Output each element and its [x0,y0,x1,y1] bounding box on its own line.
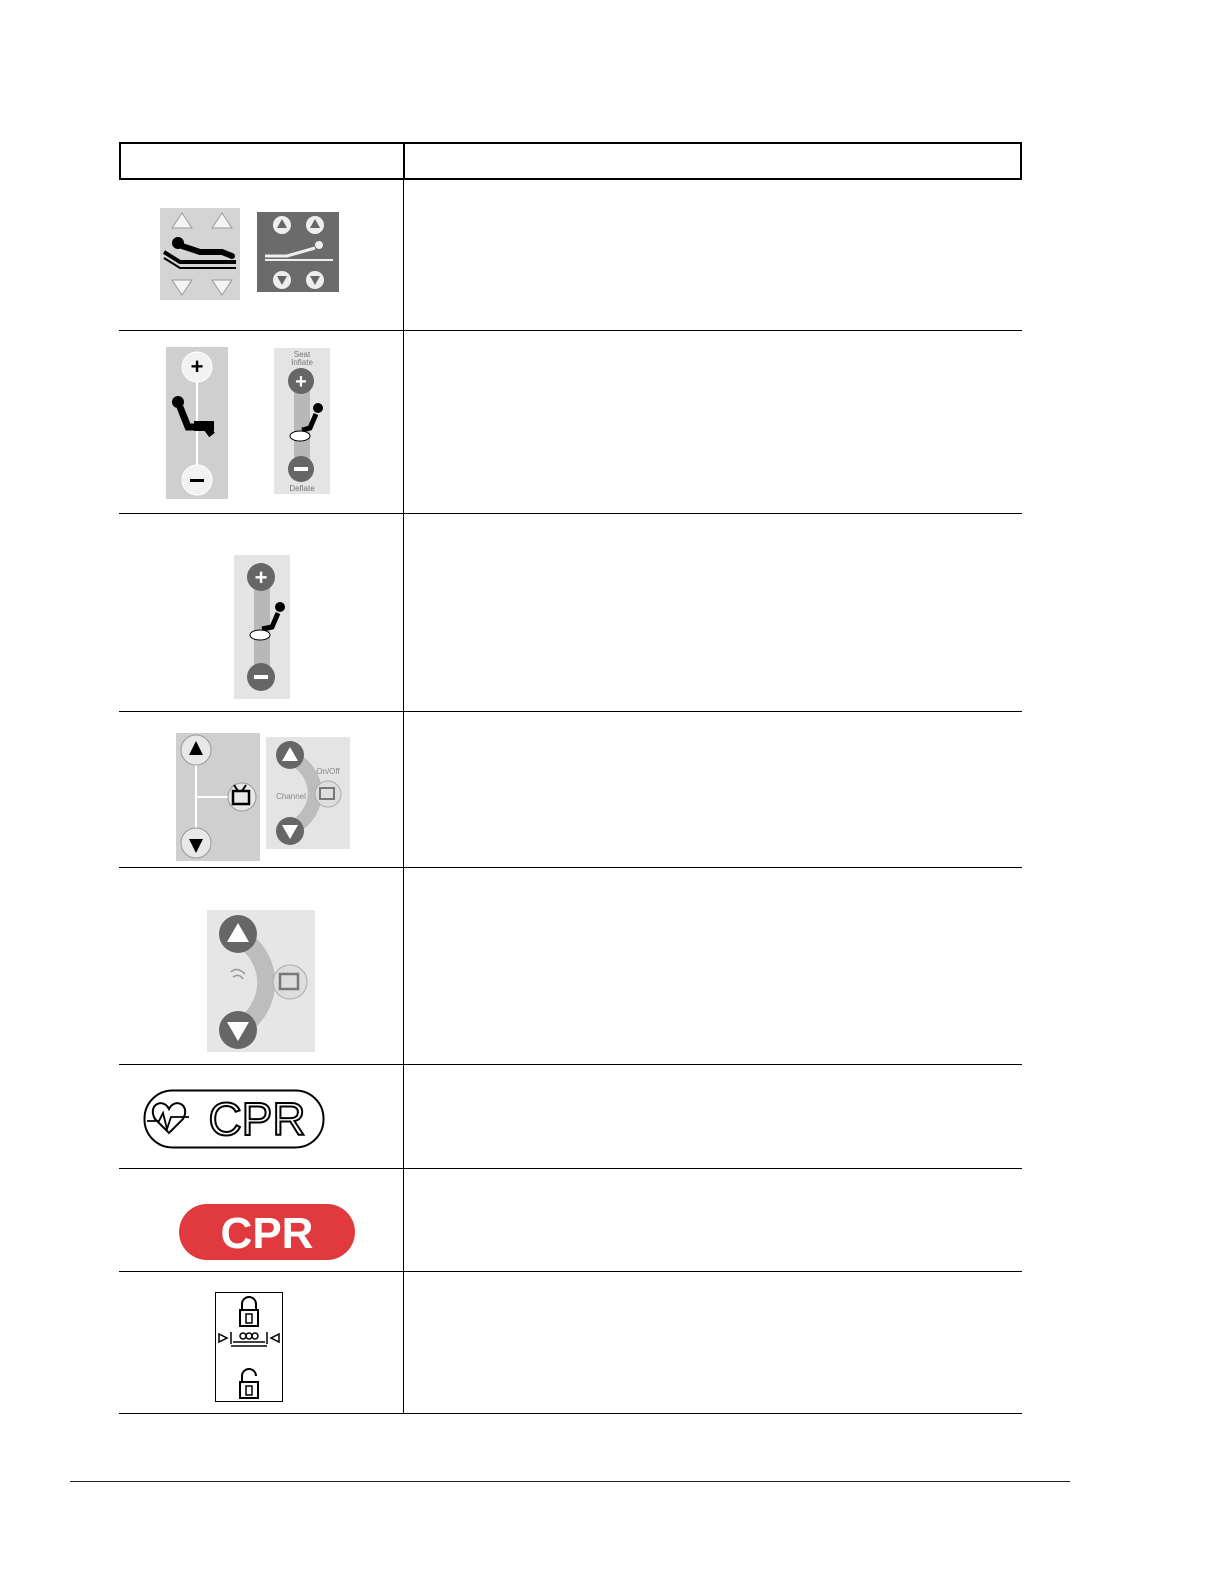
deflate-label: Deflate [289,484,315,493]
seat-label: Seat [293,350,311,359]
channel-label: Channel [276,792,306,801]
bed-articulation-panel-icon [160,208,240,300]
inflate-label: Inflate [291,358,313,367]
description-cell [404,1065,1022,1168]
icon-cell [119,1169,404,1271]
table-row-cpr-red [119,1169,1022,1272]
description-cell [404,1169,1022,1271]
seat-inflate-panel-labeled-icon [274,348,330,494]
seat-inflate-panel-icon [166,347,228,499]
icon-cell [119,1065,404,1168]
description-cell [404,712,1022,867]
table-row-tv-control [119,712,1022,868]
description-cell [404,331,1022,513]
bed-articulation-panel-dark-icon [257,212,339,292]
description-cell [404,514,1022,711]
svg-text:+: + [254,565,268,590]
cpr-outline-logo-icon [143,1089,325,1149]
table-row-bed-lock [119,1272,1022,1414]
seat-inflate-panel-single-icon [234,555,290,699]
icon-cell [119,514,404,711]
description-cell [404,868,1022,1064]
svg-text:+: + [295,371,307,393]
table-row-bed-position [119,180,1022,331]
table-row-cpr-outline [119,1065,1022,1169]
tv-channel-panel-icon [176,733,260,861]
tv-channel-curved-panel-icon [207,910,315,1052]
cpr-red-logo-icon [179,1204,355,1260]
table-row-seat-single [119,514,1022,712]
control-reference-table [119,142,1022,1414]
table-header [119,142,1022,180]
icon-cell [119,331,404,513]
header-cell-control [121,144,405,178]
onoff-label: On/Off [316,767,340,776]
icon-cell [119,180,404,330]
svg-text:+: + [190,354,204,379]
description-cell [404,1272,1022,1413]
icon-cell [119,868,404,1064]
tv-channel-onoff-panel-icon [266,737,350,849]
footer-rule [70,1481,1070,1482]
header-cell-description [405,144,1020,178]
table-row-seat-inflate [119,331,1022,514]
icon-cell [119,1272,404,1413]
cpr-outline-text: CPR [208,1093,306,1145]
table-row-tv-control-unlabeled [119,868,1022,1065]
cpr-red-text: CPR [220,1209,314,1258]
icon-cell [119,712,404,867]
description-cell [404,180,1022,330]
bed-lock-unlock-panel-icon [215,1292,283,1402]
